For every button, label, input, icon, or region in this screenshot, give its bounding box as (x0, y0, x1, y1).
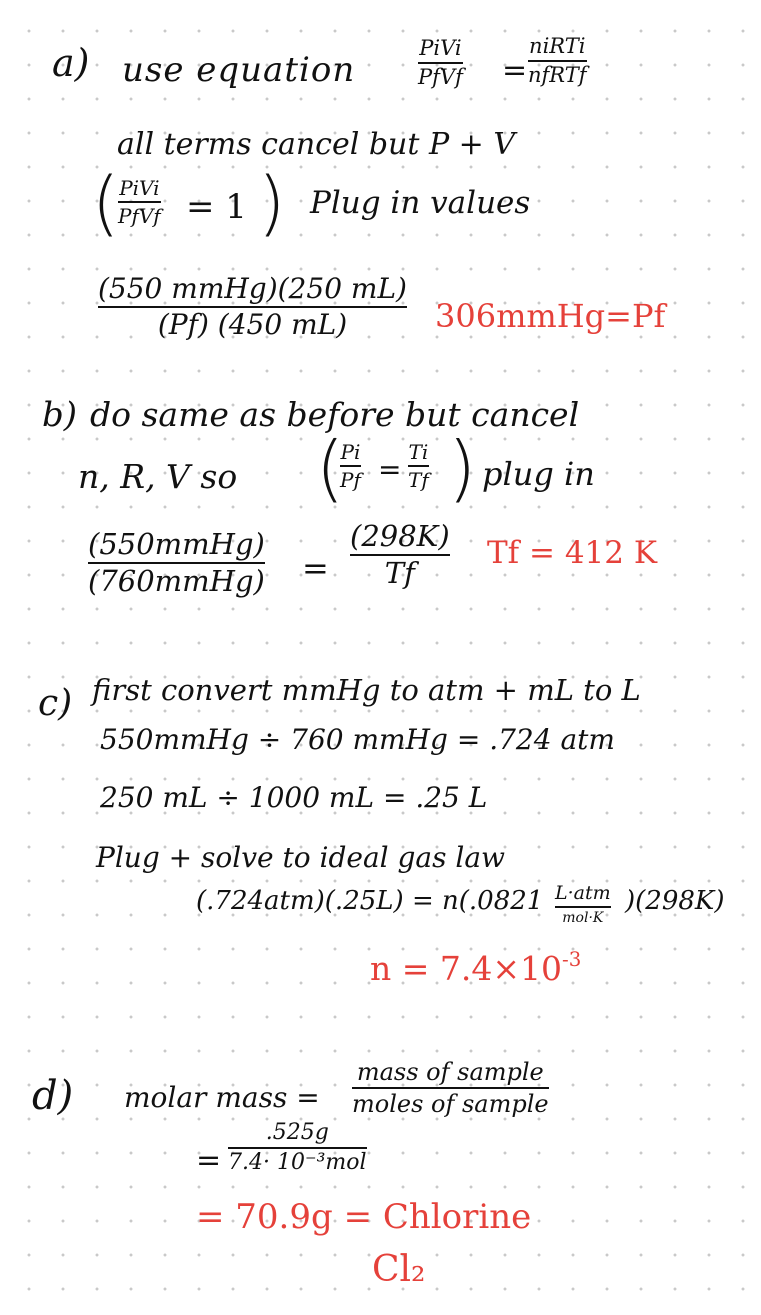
equals-sign: = (502, 53, 528, 88)
fraction-denominator: moles of sample (352, 1090, 549, 1118)
fraction-denominator: (Pf) (450 mL) (157, 308, 348, 341)
fraction-bar (352, 1087, 549, 1089)
fraction-denominator: Pf (340, 468, 361, 492)
fraction-numerator: Ti (408, 440, 429, 464)
fraction-numerator: (298K) (350, 519, 450, 553)
fraction-numerator: L·atm (555, 882, 611, 904)
fraction-numerator: .525g (265, 1120, 329, 1145)
part-d-molar-mass-formula (352, 1060, 549, 1116)
part-a-equation-left (418, 38, 463, 88)
part-a-cancel-note: all terms cancel but P + V (117, 127, 516, 162)
fraction-bar (228, 1147, 367, 1149)
fraction-denominator: PfVf (418, 65, 463, 89)
part-c-equation-start: (.724atm)(.25L) = n(.0821 (196, 886, 544, 916)
part-d-result: = 70.9g = Chlorine (196, 1197, 532, 1237)
fraction-denominator: Tf (384, 556, 415, 590)
fraction-denominator: Tf (408, 468, 429, 492)
part-c-volume-conversion: 250 mL ÷ 1000 mL = .25 L (100, 781, 488, 814)
part-c-gas-constant-units (555, 884, 611, 925)
part-a-calculation (98, 272, 407, 341)
fraction-bar (340, 465, 361, 467)
part-b-ratio-left (340, 442, 361, 490)
open-paren: ( (316, 426, 345, 510)
fraction-denominator: 7.4· 10⁻³mol (228, 1150, 367, 1175)
part-b-instruction: do same as before but cancel (90, 395, 580, 434)
part-b-answer: Tf = 412 K (487, 535, 658, 571)
fraction-bar (555, 906, 611, 908)
part-c-instruction: first convert mmHg to atm + mL to L (92, 673, 641, 707)
part-c-equation-end: )(298K) (625, 886, 725, 916)
part-a-plug-note: Plug in values (310, 185, 531, 221)
exponent: -3 (562, 948, 582, 971)
fraction-numerator: (550mmHg) (88, 527, 265, 561)
fraction-bar (118, 201, 161, 203)
part-c-pressure-conversion: 550mmHg ÷ 760 mmHg = .724 atm (100, 723, 615, 756)
part-d-label: d) (32, 1073, 74, 1119)
part-c-answer: $n = 7.4\times 10^{-3}$ (370, 948, 582, 988)
fraction-denominator: PfVf (118, 204, 161, 228)
open-paren: ( (92, 162, 120, 244)
equals-sign: = (378, 453, 402, 486)
fraction-numerator: PiVi (119, 176, 160, 200)
equals-sign: = (196, 1143, 222, 1178)
part-b-ratio-right (408, 442, 429, 490)
fraction-bar (408, 465, 429, 467)
part-a-ratio (118, 178, 161, 226)
fraction-bar (528, 60, 587, 62)
part-a-ratio-equals: = 1 (186, 187, 247, 227)
close-paren: ) (448, 426, 477, 510)
part-a-label: a) (52, 41, 90, 85)
equals-sign: = (302, 549, 329, 587)
fraction-numerator: niRTi (529, 34, 586, 58)
fraction-numerator: mass of sample (356, 1058, 544, 1086)
part-d-formula: Cl₂ (372, 1249, 426, 1290)
part-c-label: c) (38, 683, 73, 724)
part-a-instruction: use equation (122, 50, 356, 90)
fraction-numerator: (550 mmHg)(250 mL) (98, 272, 407, 305)
part-a-equation-right (528, 36, 587, 86)
fraction-numerator: PiVi (419, 36, 462, 60)
fraction-bar (418, 62, 463, 64)
part-b-calc-right (350, 519, 450, 590)
close-paren: ) (258, 162, 286, 244)
fraction-denominator: mol·K (562, 910, 604, 926)
part-a-answer: 306mmHg=Pf (435, 297, 666, 335)
part-d-molar-mass-label: molar mass = (124, 1081, 320, 1114)
fraction-denominator: (760mmHg) (88, 564, 265, 598)
part-b-cancel-note: n, R, V so (78, 457, 238, 496)
part-b-label: b) (42, 395, 78, 435)
part-b-calc-left (88, 527, 265, 598)
part-d-value-fraction (228, 1122, 367, 1174)
part-c-plug-note: Plug + solve to ideal gas law (96, 841, 505, 874)
fraction-denominator: nfRTf (528, 63, 587, 87)
part-b-plug-note: plug in (482, 455, 595, 493)
fraction-numerator: Pi (340, 440, 361, 464)
